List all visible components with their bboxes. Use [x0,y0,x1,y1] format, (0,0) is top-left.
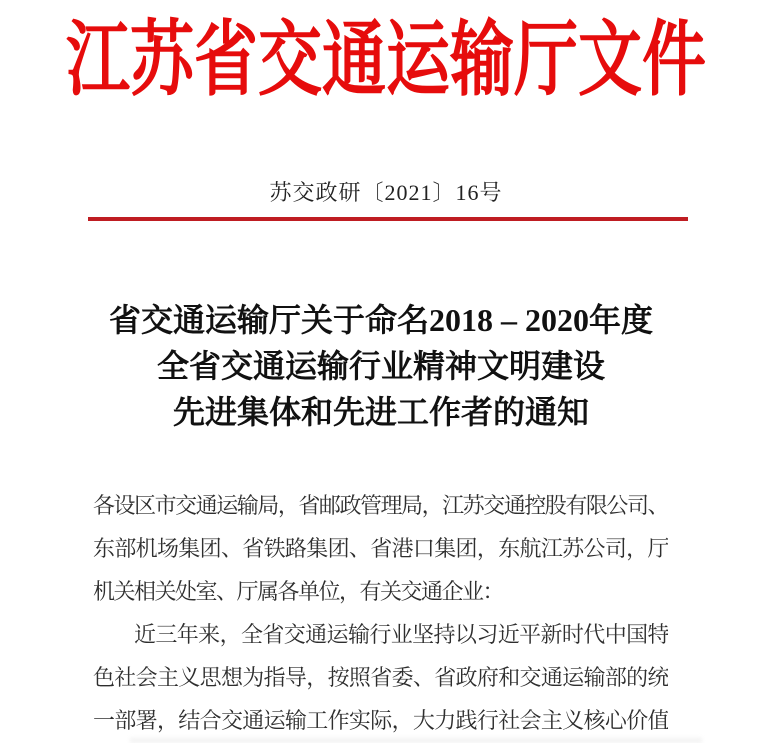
paragraph-line-1: 近三年来，全省交通运输行业坚持以习近平新时代中国特 [134,622,668,647]
notice-title-line-2: 全省交通运输行业精神文明建设 [156,348,605,384]
notice-title-line-3: 先进集体和先进工作者的通知 [172,394,589,430]
paragraph-line-3: 一部署，结合交通运输工作实际，大力践行社会主义核心价值 [93,708,668,733]
addressee-line-1: 各设区市交通运输局，省邮政管理局，江苏交通控股有限公司、 [93,493,668,518]
notice-body [93,484,668,742]
addressee-line-3: 机关相关处室、厅属各单位，有关交通企业： [93,579,504,604]
notice-title-line-1: 省交通运输厅关于命名2018 – 2020年度 [108,302,653,338]
notice-title [0,297,762,435]
addressee-line-2: 东部机场集团、省铁路集团、省港口集团，东航江苏公司，厅 [93,536,668,561]
page-bottom-cutoff-artifact [130,738,702,743]
document-number: 苏交政研〔2021〕16号 [269,180,503,205]
paragraph-line-2: 色社会主义思想为指导，按照省委、省政府和交通运输部的统 [93,665,668,690]
letterhead-title: 江苏省交通运输厅文件 [66,14,706,106]
red-divider-line [88,217,688,221]
